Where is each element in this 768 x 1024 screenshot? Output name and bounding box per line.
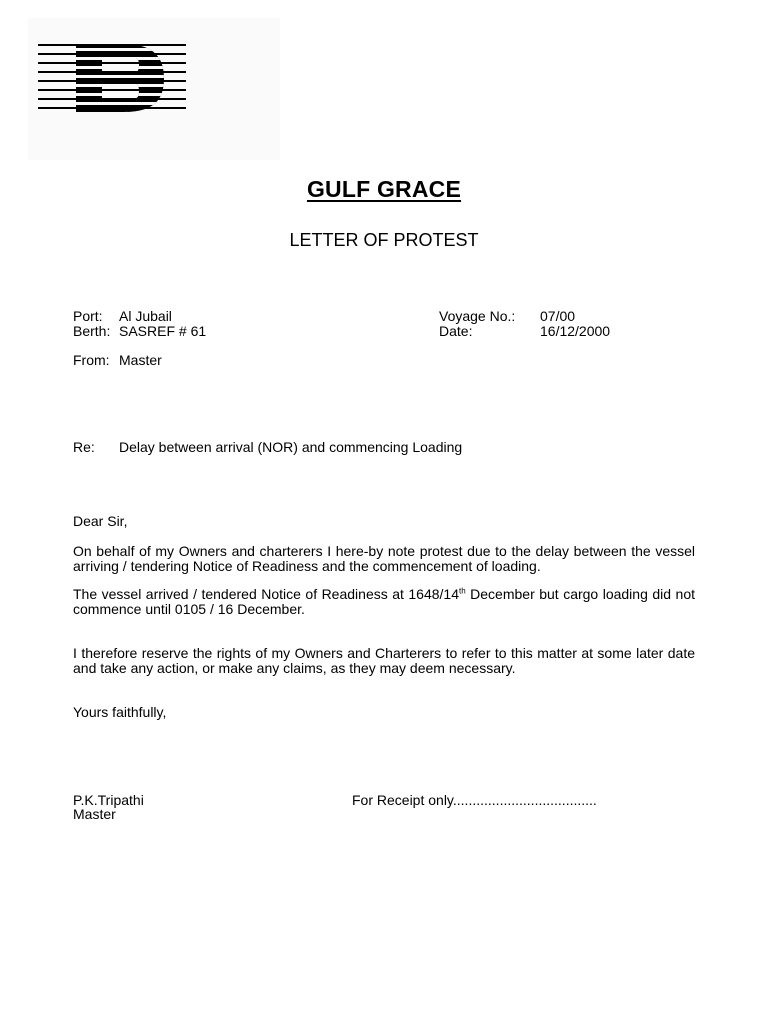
date-label: Date:: [439, 323, 473, 339]
salutation: Dear Sir,: [73, 513, 128, 529]
signatory-title: Master: [73, 806, 116, 822]
voyage-label: Voyage No.:: [439, 308, 516, 324]
from-value: Master: [119, 352, 162, 368]
letter-type-heading: LETTER OF PROTEST: [289, 230, 479, 250]
paragraph-2-text-a: The vessel arrived / tendered Notice of Readiness at 1648/14: [73, 586, 459, 602]
body-paragraph-2: [73, 587, 695, 617]
berth-value: SASREF # 61: [119, 323, 207, 339]
from-label: From:: [73, 352, 110, 368]
port-label: Port:: [73, 308, 103, 324]
paragraph-2-text-b: December but cargo loading did not commence until 0105 / 16 December.: [73, 586, 695, 617]
signatory-name: P.K.Tripathi: [73, 792, 144, 808]
berth-label: Berth:: [73, 323, 111, 339]
port-value: Al Jubail: [119, 308, 172, 324]
voyage-value: 07/00: [540, 308, 576, 324]
subject-text: Delay between arrival (NOR) and commencing Loading: [119, 439, 463, 455]
body-paragraph-1: On behalf of my Owners and charterers I here-by note protest due to the delay between the vessel arriving / tendering Notice of Readiness and the commencement of loading.: [73, 543, 695, 574]
ship-name-title: GULF GRACE: [306, 176, 462, 202]
company-d-logo-icon: [36, 42, 206, 122]
receipt-line: For Receipt only.....................................: [352, 792, 597, 808]
date-value: 16/12/2000: [540, 323, 611, 339]
company-logo: [28, 18, 280, 160]
ordinal-suffix: th: [459, 586, 466, 596]
body-paragraph-3: I therefore reserve the rights of my Owners and Charterers to refer to this matter at some later date and take any action, or make any claims, as they may deem necessary.: [73, 645, 695, 676]
closing: Yours faithfully,: [73, 704, 167, 720]
subject-label: Re:: [73, 439, 95, 455]
